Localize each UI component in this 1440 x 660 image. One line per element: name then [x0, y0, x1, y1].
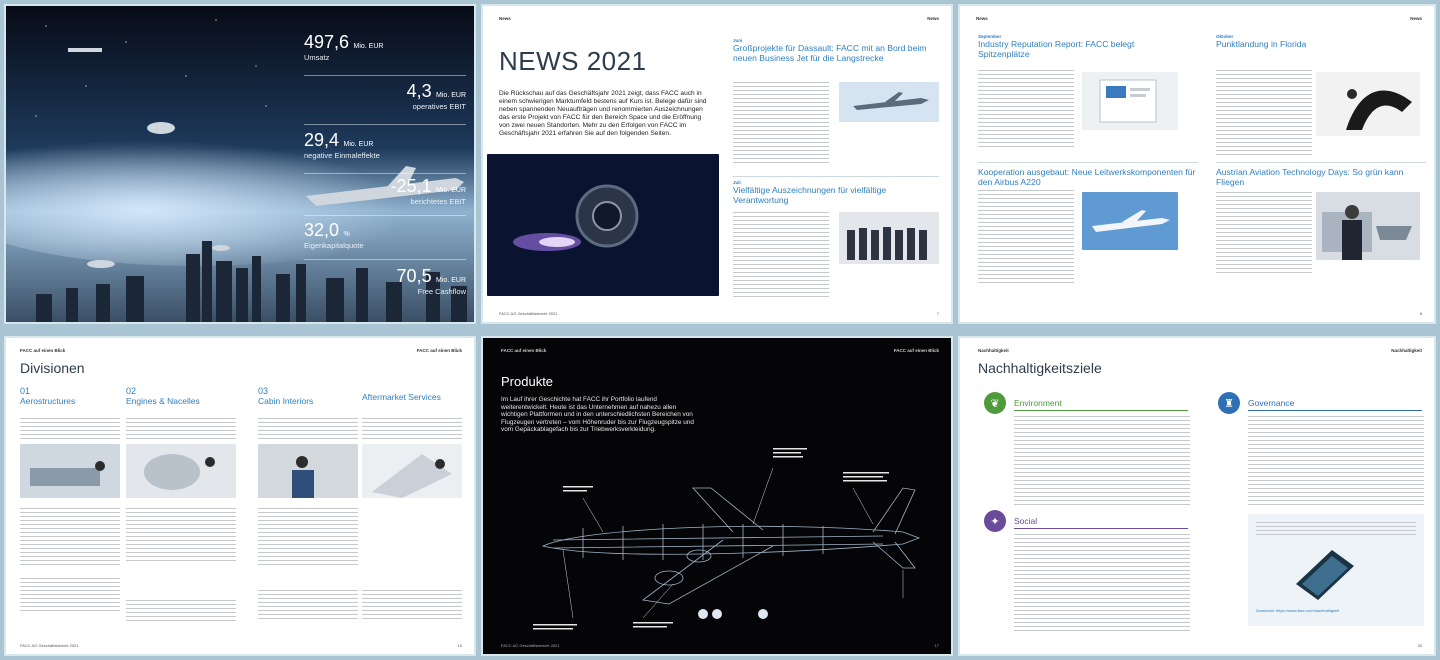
news-section-october [1216, 34, 1416, 49]
page-products [483, 338, 951, 654]
news-section-cooperation [978, 162, 1198, 187]
highlights-list [20, 578, 120, 614]
page-header-left: FACC auf einen Blick [20, 348, 66, 353]
division-cabin-interiors [258, 386, 358, 406]
news-section-july [733, 176, 939, 205]
award-group-photo [839, 212, 939, 264]
page-header-right: Nachhaltigkeit [1391, 348, 1422, 353]
kpi-free-cashflow: 70,5 Mio. EUR Free Cashflow [396, 266, 466, 296]
page-header-left: Nachhaltigkeit [978, 348, 1009, 353]
body-text-block [978, 70, 1074, 150]
page-number: 17 [934, 643, 939, 648]
page-header-left: FACC auf einen Blick [501, 348, 547, 353]
download-link[interactable]: Download: https://www.facc.com/nachhaltigkeit [1256, 608, 1340, 613]
page-header-right: News [927, 16, 939, 21]
section-month: Juli [733, 180, 741, 185]
highlights-list [126, 600, 236, 622]
cabin-interiors-photo [258, 444, 358, 498]
page-footer: FACC AG Geschäftsbericht 2021 [499, 311, 558, 316]
governance-goal-list [1248, 416, 1424, 508]
platform-list [126, 508, 236, 564]
division-number: 02 [126, 386, 137, 396]
page-news-continued [960, 6, 1434, 322]
kpi-one-off-effects: 29,4 Mio. EUR negative Einmaleffekte [304, 130, 466, 174]
page-header-right: FACC auf einen Blick [893, 348, 939, 353]
goal-social-heading: Social [1014, 516, 1038, 526]
division-engines-nacelles [126, 386, 236, 406]
page-header-left: News [499, 16, 511, 21]
body-text-block [20, 418, 120, 440]
news-section-aviation-days [1216, 162, 1426, 187]
goal-divider [1248, 410, 1422, 411]
division-title: Cabin Interiors [258, 396, 314, 406]
page-footer: FACC AG Geschäftsbericht 2021 [501, 643, 560, 648]
intro-text: Die Rückschau auf das Geschäftsjahr 2021 zeigt, dass FACC auch in einem schwierigen Marktumfeld bestens auf Kurs ist. Belege dafür sind neben spannenden Neuaufträgen und renommierten Auszeichnungen das erste Projekt von FACC für den Bereich Space und die Eröffnung von zwei neuen Standorten. Mehr zu den Erfolgen von FACC im Geschäftsjahr 2021 erfahren Sie auf den folgenden Seiten. [499, 90, 707, 137]
platform-list [20, 508, 120, 568]
kpi-equity-ratio: 32,0 % Eigenkapitalquote [304, 220, 466, 260]
section-title: Industry Reputation Report: FACC belegt Spitzenplätze [978, 39, 1135, 59]
airbus-a220-image [1082, 192, 1178, 250]
page-number: 15 [457, 643, 462, 648]
section-title: Großprojekte für Dassault: FACC mit an Bord beim neuen Business Jet für die Langstrecke [733, 43, 927, 63]
body-text-block [1216, 192, 1312, 276]
division-aerostructures [20, 386, 120, 406]
report-cover-image [1288, 544, 1358, 602]
highlights-list [258, 590, 358, 622]
news-section-september [978, 34, 1178, 59]
environment-goal-list [1014, 416, 1190, 506]
platform-list [258, 508, 358, 568]
page-sustainability-goals [960, 338, 1434, 654]
page-footer: FACC AG Geschäftsbericht 2021 [20, 643, 79, 648]
florida-event-photo [1316, 72, 1420, 136]
page-title: Nachhaltigkeitsziele [978, 360, 1102, 376]
kpi-revenue: 497,6 Mio. EUR Umsatz [304, 32, 466, 76]
section-title: Punktlandung in Florida [1216, 39, 1307, 49]
highlights-list [362, 590, 462, 622]
page-number: 33 [1417, 643, 1422, 648]
social-goal-list [1014, 534, 1190, 632]
body-text-block [126, 418, 236, 440]
page-divisions [6, 338, 474, 654]
intro-text: Im Lauf ihrer Geschichte hat FACC ihr Portfolio laufend weiterentwickelt. Heute ist das Unternehmen auf nahezu allen wichtigen Plattformen und in den unterschiedlichsten Bereichen von Flugzeugen vertreten – vom Höhenruder bis zur Flugzeugspitze und vom Gepäckablagefach bis zur Triebwerksverkleidung. [501, 396, 694, 434]
section-month: September [978, 34, 1002, 39]
download-text [1256, 522, 1416, 536]
space-engine-image [487, 154, 719, 296]
aircraft-wireframe-image [523, 428, 943, 638]
page-header-right: FACC auf einen Blick [416, 348, 462, 353]
page-news-2021 [483, 6, 951, 322]
division-title: Engines & Nacelles [126, 396, 200, 406]
body-text-block [362, 418, 462, 440]
division-number: 03 [258, 386, 269, 396]
aerostructures-photo [20, 444, 120, 498]
division-title: Aftermarket Services [362, 392, 441, 402]
division-aftermarket [362, 386, 462, 402]
goal-governance-heading: Governance [1248, 398, 1295, 408]
page-title: Produkte [501, 374, 554, 389]
division-number: 01 [20, 386, 31, 396]
report-download-box [1248, 514, 1424, 626]
page-header-left: News [976, 16, 988, 21]
business-jet-image [839, 82, 939, 122]
section-month: Oktober [1216, 34, 1234, 39]
page-title: NEWS 2021 [499, 46, 647, 76]
body-text-block [733, 82, 829, 166]
page-header-right: News [1410, 16, 1422, 21]
page-title: Divisionen [20, 360, 85, 376]
news-section-june [733, 38, 939, 63]
kpi-reported-ebit: -25,1 Mio. EUR berichtetes EBIT [304, 176, 466, 216]
goal-environment-heading: Environment [1014, 398, 1062, 408]
governance-icon: ♜ [1218, 392, 1240, 414]
section-title: Vielfältige Auszeichnungen für vielfältige Verantwortung [733, 185, 887, 205]
body-text-block [258, 418, 358, 440]
report-brochure-image [1082, 72, 1178, 130]
page-number: 7 [936, 311, 939, 316]
engines-photo [126, 444, 236, 498]
body-text-block [733, 212, 829, 298]
section-title: Kooperation ausgebaut: Neue Leitwerkskomponenten für den Airbus A220 [978, 167, 1196, 187]
body-text-block [978, 190, 1074, 286]
people-icon: ✦ [984, 510, 1006, 532]
goal-divider [1014, 528, 1188, 529]
page-number: 8 [1419, 311, 1422, 316]
leaf-icon: ❦ [984, 392, 1006, 414]
division-title: Aerostructures [20, 396, 76, 406]
speaker-photo [1316, 192, 1420, 260]
section-title: Austrian Aviation Technology Days: So grün kann Fliegen [1216, 167, 1404, 187]
aftermarket-photo [362, 444, 462, 498]
section-month: Juni [733, 38, 743, 43]
goal-divider [1014, 410, 1188, 411]
kpi-operating-ebit: 4,3 Mio. EUR operatives EBIT [304, 81, 466, 125]
body-text-block [1216, 70, 1312, 156]
page-kpi-overview [6, 6, 474, 322]
